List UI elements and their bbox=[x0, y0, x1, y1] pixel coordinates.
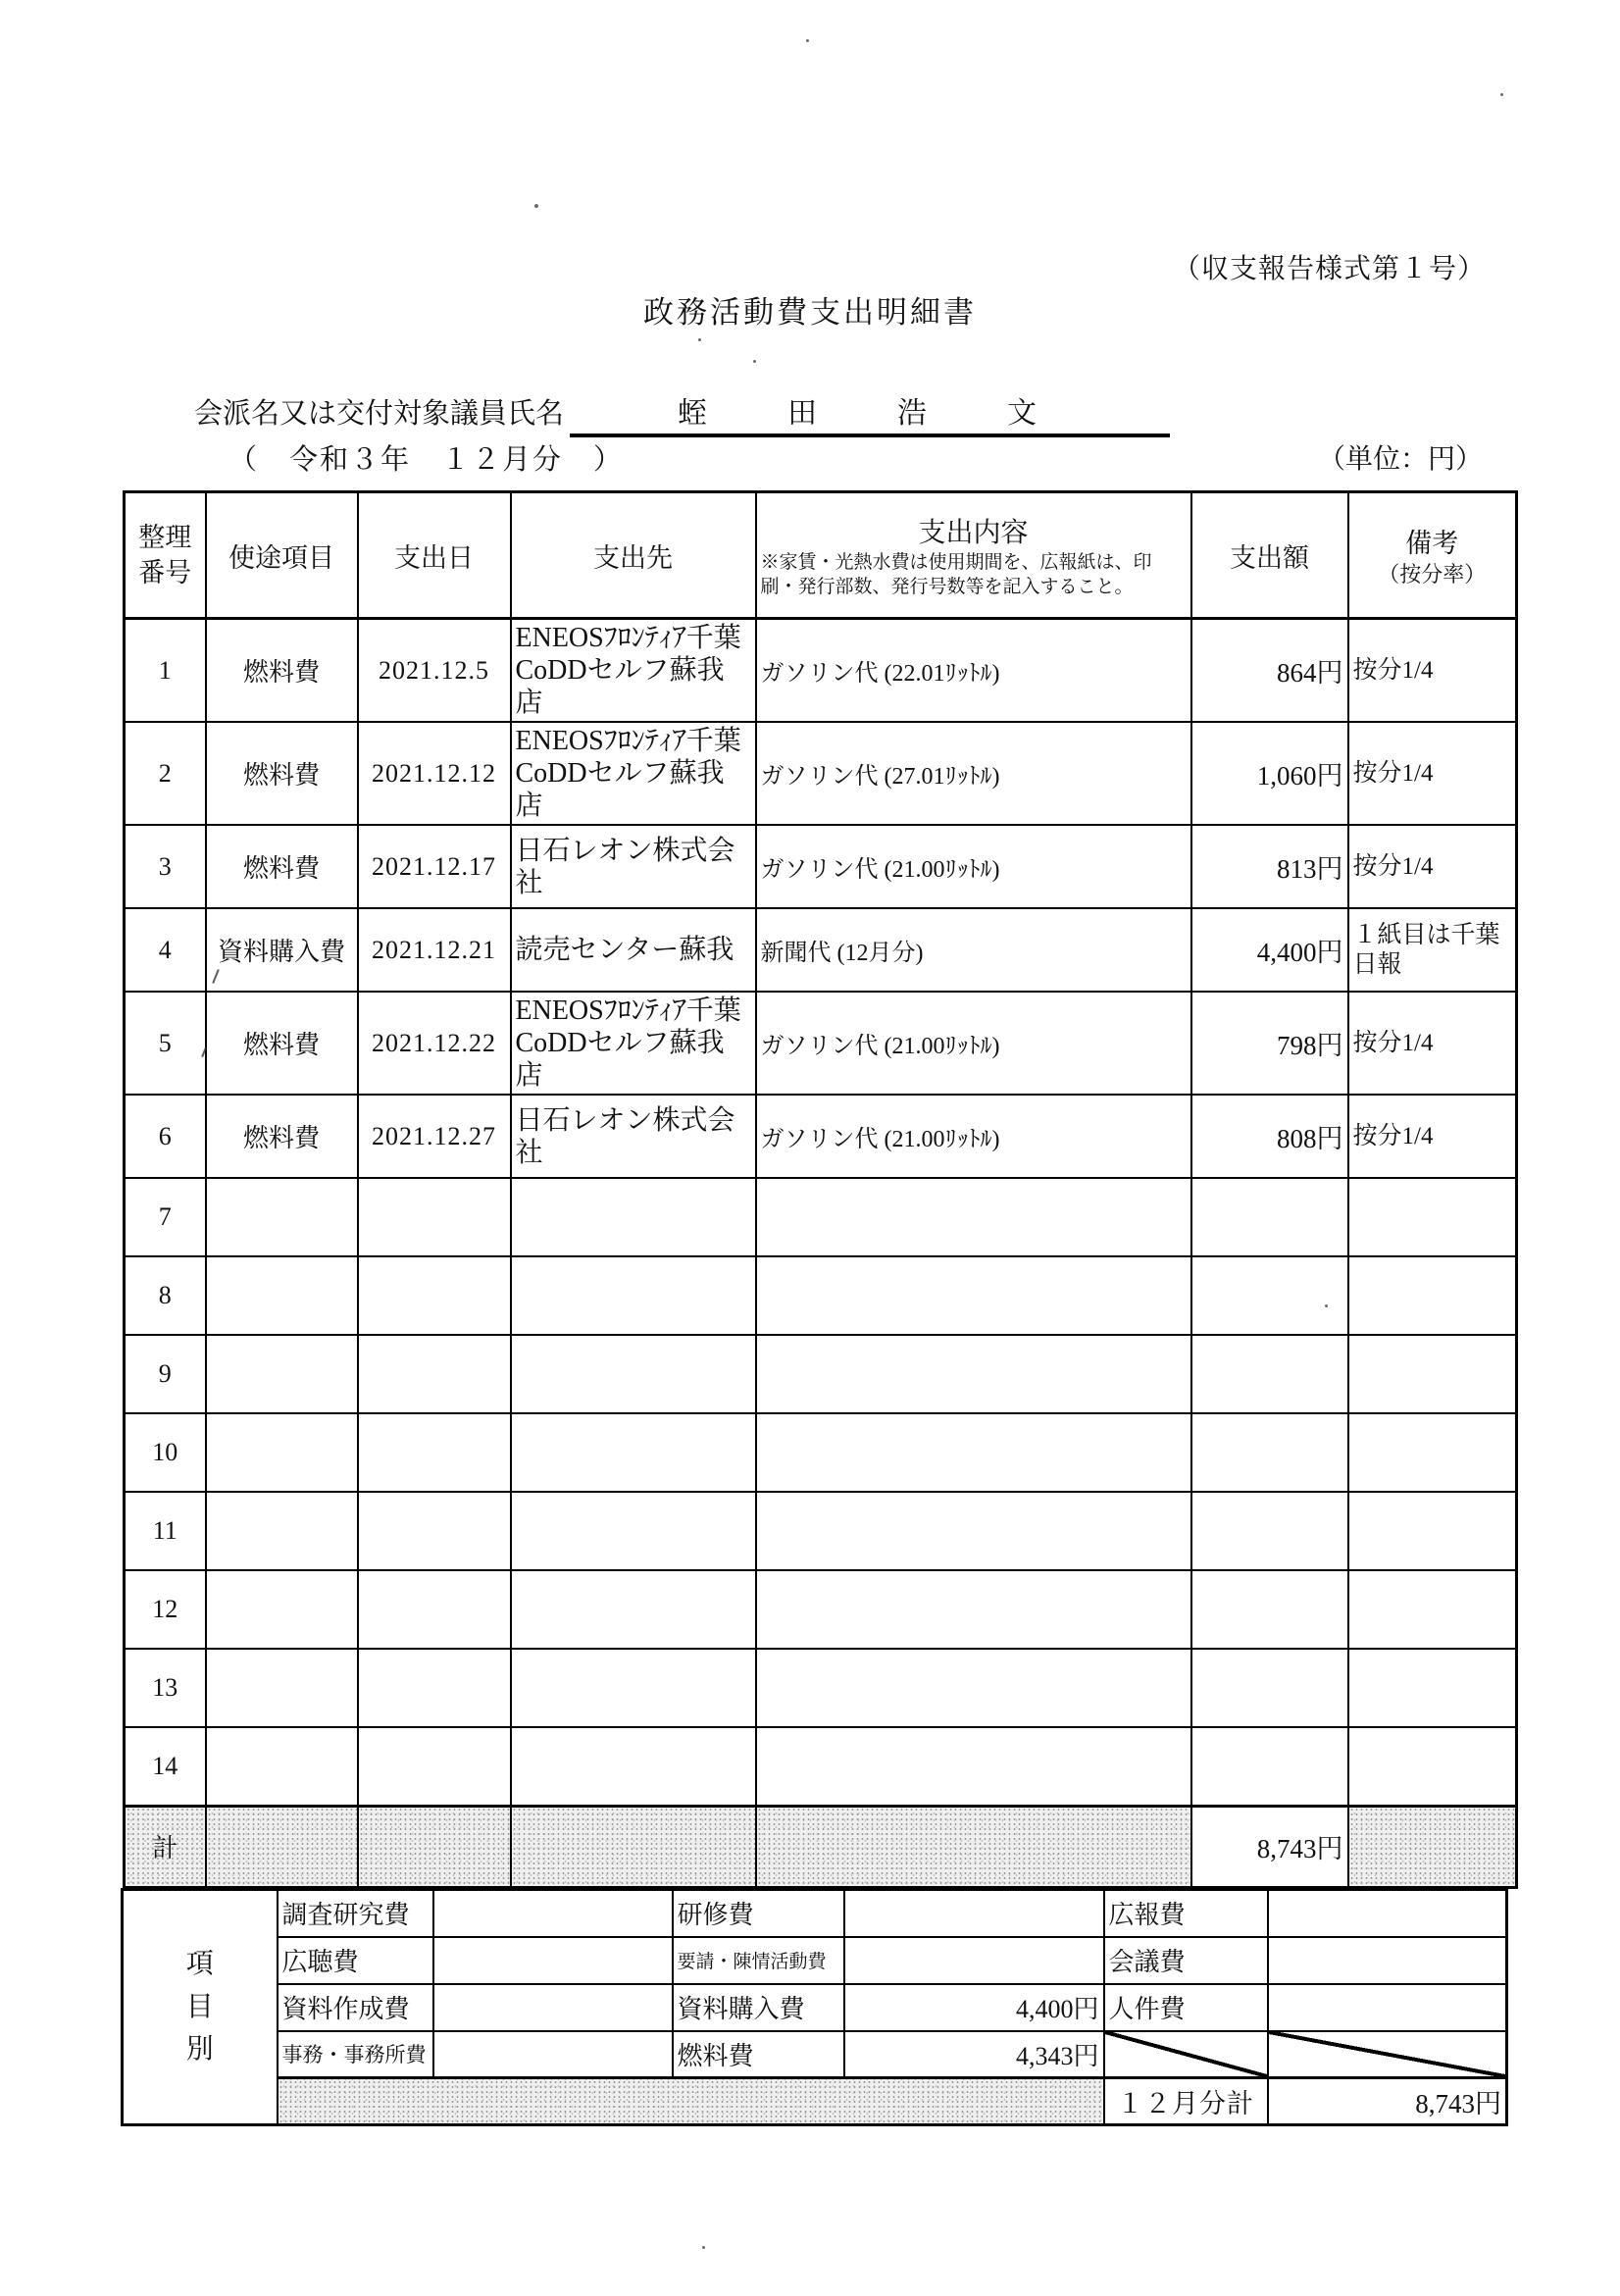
summary-value bbox=[1268, 1937, 1507, 1984]
header-amount: 支出額 bbox=[1191, 492, 1348, 619]
summary-category: 広聴費 bbox=[278, 1937, 433, 1984]
cell-no: 14 bbox=[125, 1727, 206, 1806]
cell-payee bbox=[511, 1335, 756, 1413]
cell-payee: 読売センター蘇我 bbox=[511, 908, 756, 992]
cell-category bbox=[206, 1178, 358, 1256]
summary-value bbox=[1268, 1890, 1507, 1937]
cell-payee bbox=[511, 1413, 756, 1492]
header-content-title: 支出内容 bbox=[918, 518, 1029, 549]
cell-category: 燃料費 bbox=[206, 825, 358, 908]
total-shaded-cell bbox=[206, 1806, 358, 1887]
summary-category: 要請・陳情活動費 bbox=[673, 1937, 844, 1984]
header-row bbox=[125, 492, 1517, 619]
table-row bbox=[125, 1178, 1517, 1256]
total-shaded-cell bbox=[511, 1806, 756, 1887]
cell-no: 4 bbox=[125, 908, 206, 992]
cell-remarks: 按分1/4 bbox=[1348, 825, 1517, 908]
cell-date bbox=[358, 1178, 511, 1256]
category-summary-table bbox=[121, 1888, 1508, 2126]
cell-date bbox=[358, 1413, 511, 1492]
cell-amount: 4,400円 bbox=[1191, 908, 1348, 992]
cell-date bbox=[358, 1727, 511, 1806]
total-amount: 8,743円 bbox=[1191, 1806, 1348, 1887]
summary-row bbox=[123, 1937, 1507, 1984]
cell-content bbox=[756, 1256, 1191, 1335]
table-row bbox=[125, 1256, 1517, 1335]
name-label: 会派名又は交付対象議員氏名 bbox=[194, 398, 565, 430]
cell-payee bbox=[511, 1492, 756, 1570]
cell-payee bbox=[511, 1727, 756, 1806]
total-shaded-cell bbox=[1348, 1806, 1517, 1887]
cell-no: 11 bbox=[125, 1492, 206, 1570]
table-row bbox=[125, 619, 1517, 723]
summary-category: 広報費 bbox=[1104, 1890, 1268, 1937]
cell-no: 5 bbox=[125, 992, 206, 1095]
header-no: 整理番号 bbox=[125, 492, 206, 619]
cell-no: 8 bbox=[125, 1256, 206, 1335]
summary-category: 資料購入費 bbox=[673, 1984, 844, 2031]
cell-remarks bbox=[1348, 1413, 1517, 1492]
cell-content: ガソリン代 (21.00ﾘｯﾄﾙ) bbox=[756, 1095, 1191, 1178]
cell-date: 2021.12.27 bbox=[358, 1095, 511, 1178]
cell-remarks: 按分1/4 bbox=[1348, 1095, 1517, 1178]
cell-payee: ENEOSﾌﾛﾝﾃｨｱ千葉CoDDセルフ蘇我店 bbox=[511, 992, 756, 1095]
cell-remarks: 按分1/4 bbox=[1348, 722, 1517, 825]
cell-amount bbox=[1191, 1727, 1348, 1806]
cell-no: 12 bbox=[125, 1570, 206, 1649]
cell-remarks bbox=[1348, 1178, 1517, 1256]
summary-category: 調査研究費 bbox=[278, 1890, 433, 1937]
cell-content: ガソリン代 (21.00ﾘｯﾄﾙ) bbox=[756, 825, 1191, 908]
cell-category: 資料購入費 bbox=[206, 908, 358, 992]
cell-payee bbox=[511, 1256, 756, 1335]
cell-category bbox=[206, 1335, 358, 1413]
cell-content bbox=[756, 1649, 1191, 1727]
cell-date bbox=[358, 1335, 511, 1413]
cell-payee: ENEOSﾌﾛﾝﾃｨｱ千葉CoDDセルフ蘇我店 bbox=[511, 722, 756, 825]
cell-payee bbox=[511, 1649, 756, 1727]
cell-date bbox=[358, 1492, 511, 1570]
scan-speck bbox=[698, 338, 701, 341]
header-remarks-title: 備考 bbox=[1405, 529, 1459, 558]
summary-value bbox=[844, 1890, 1104, 1937]
name-value: 蛭 田 浩 文 bbox=[570, 388, 1170, 437]
cell-content: ガソリン代 (27.01ﾘｯﾄﾙ) bbox=[756, 722, 1191, 825]
summary-value bbox=[844, 1937, 1104, 1984]
monthly-total-value: 8,743円 bbox=[1268, 2078, 1507, 2125]
summary-category: 燃料費 bbox=[673, 2031, 844, 2078]
cell-content bbox=[756, 1570, 1191, 1649]
cell-date: 2021.12.21 bbox=[358, 908, 511, 992]
cell-amount: 798円 bbox=[1191, 992, 1348, 1095]
cell-remarks bbox=[1348, 1570, 1517, 1649]
table-row bbox=[125, 722, 1517, 825]
table-row bbox=[125, 825, 1517, 908]
cell-content bbox=[756, 1727, 1191, 1806]
cell-amount: 813円 bbox=[1191, 825, 1348, 908]
cell-date: 2021.12.17 bbox=[358, 825, 511, 908]
crossed-out-cell bbox=[1104, 2031, 1268, 2078]
cell-amount bbox=[1191, 1492, 1348, 1570]
cell-payee: ENEOSﾌﾛﾝﾃｨｱ千葉CoDDセルフ蘇我店 bbox=[511, 619, 756, 723]
summary-value: 4,400円 bbox=[844, 1984, 1104, 2031]
table-row bbox=[125, 908, 1517, 992]
cell-category bbox=[206, 1727, 358, 1806]
cell-category: 燃料費 bbox=[206, 722, 358, 825]
cell-no: 10 bbox=[125, 1413, 206, 1492]
summary-total-row bbox=[123, 2078, 1507, 2125]
scan-speck bbox=[753, 360, 756, 363]
cell-date bbox=[358, 1570, 511, 1649]
cell-no: 9 bbox=[125, 1335, 206, 1413]
cell-payee bbox=[511, 1570, 756, 1649]
cell-category: 燃料費 bbox=[206, 619, 358, 723]
summary-value bbox=[433, 1984, 673, 2031]
header-content-note: ※家賃・光熱水費は使用期間を、広報紙は、印刷・発行部数、発行号数等を記入すること。 bbox=[760, 552, 1152, 597]
cell-amount bbox=[1191, 1178, 1348, 1256]
cell-amount bbox=[1191, 1570, 1348, 1649]
cell-amount bbox=[1191, 1335, 1348, 1413]
cell-remarks bbox=[1348, 1649, 1517, 1727]
unit-note: （単位：円） bbox=[1317, 444, 1483, 475]
cell-amount bbox=[1191, 1649, 1348, 1727]
cell-category bbox=[206, 1649, 358, 1727]
table-row bbox=[125, 1413, 1517, 1492]
cell-category bbox=[206, 1570, 358, 1649]
header-category: 使途項目 bbox=[206, 492, 358, 619]
summary-shaded-cell bbox=[278, 2078, 1104, 2125]
scan-speck bbox=[1500, 93, 1503, 96]
cell-remarks bbox=[1348, 1492, 1517, 1570]
cell-payee: 日石レオン株式会社 bbox=[511, 1095, 756, 1178]
summary-value bbox=[1268, 1984, 1507, 2031]
cell-date: 2021.12.12 bbox=[358, 722, 511, 825]
cell-content: ガソリン代 (22.01ﾘｯﾄﾙ) bbox=[756, 619, 1191, 723]
cell-category: 燃料費 bbox=[206, 992, 358, 1095]
form-number: （収支報告様式第１号） bbox=[1172, 254, 1486, 284]
crossed-out-cell bbox=[1268, 2031, 1507, 2078]
cell-remarks: 按分1/4 bbox=[1348, 619, 1517, 723]
summary-category: 人件費 bbox=[1104, 1984, 1268, 2031]
table-row bbox=[125, 1727, 1517, 1806]
cell-content: 新聞代 (12月分) bbox=[756, 908, 1191, 992]
cell-content: ガソリン代 (21.00ﾘｯﾄﾙ) bbox=[756, 992, 1191, 1095]
cell-no: 13 bbox=[125, 1649, 206, 1727]
scan-speck bbox=[1325, 1304, 1328, 1307]
summary-category: 会議費 bbox=[1104, 1937, 1268, 1984]
expense-detail-table bbox=[123, 490, 1518, 1889]
cell-amount bbox=[1191, 1256, 1348, 1335]
cell-date bbox=[358, 1256, 511, 1335]
total-label: 計 bbox=[125, 1806, 206, 1887]
total-shaded-cell bbox=[358, 1806, 511, 1887]
cell-remarks bbox=[1348, 1256, 1517, 1335]
cell-content bbox=[756, 1413, 1191, 1492]
side-label: 項目別 bbox=[123, 1890, 278, 2125]
table-row bbox=[125, 1649, 1517, 1727]
cell-amount: 864円 bbox=[1191, 619, 1348, 723]
header-remarks bbox=[1348, 492, 1517, 619]
monthly-total-label: １２月分計 bbox=[1104, 2078, 1268, 2125]
scan-speck bbox=[702, 2246, 705, 2249]
header-payee: 支出先 bbox=[511, 492, 756, 619]
summary-value bbox=[433, 1890, 673, 1937]
cell-remarks: 按分1/4 bbox=[1348, 992, 1517, 1095]
cell-remarks bbox=[1348, 1727, 1517, 1806]
cell-content bbox=[756, 1492, 1191, 1570]
cell-date: 2021.12.22 bbox=[358, 992, 511, 1095]
table-row bbox=[125, 1570, 1517, 1649]
summary-value bbox=[433, 2031, 673, 2078]
cell-amount: 1,060円 bbox=[1191, 722, 1348, 825]
cell-no: 7 bbox=[125, 1178, 206, 1256]
summary-value bbox=[433, 1937, 673, 1984]
cell-category bbox=[206, 1256, 358, 1335]
cell-no: 2 bbox=[125, 722, 206, 825]
cell-date bbox=[358, 1649, 511, 1727]
cell-remarks bbox=[1348, 1335, 1517, 1413]
page-title: 政務活動費支出明細書 bbox=[643, 295, 977, 330]
scan-speck bbox=[806, 39, 809, 42]
cell-amount: 808円 bbox=[1191, 1095, 1348, 1178]
summary-category: 資料作成費 bbox=[278, 1984, 433, 2031]
header-date: 支出日 bbox=[358, 492, 511, 619]
table-row bbox=[125, 1335, 1517, 1413]
total-shaded-cell bbox=[756, 1806, 1191, 1887]
summary-row bbox=[123, 1890, 1507, 1937]
cell-amount bbox=[1191, 1413, 1348, 1492]
summary-value: 4,343円 bbox=[844, 2031, 1104, 2078]
name-line bbox=[194, 388, 1170, 437]
summary-row bbox=[123, 1984, 1507, 2031]
cell-content bbox=[756, 1335, 1191, 1413]
header-content bbox=[756, 492, 1191, 619]
table-row bbox=[125, 992, 1517, 1095]
scan-speck bbox=[534, 204, 538, 208]
summary-row bbox=[123, 2031, 1507, 2078]
cell-remarks: １紙目は千葉日報 bbox=[1348, 908, 1517, 992]
cell-payee bbox=[511, 1178, 756, 1256]
cell-payee: 日石レオン株式会社 bbox=[511, 825, 756, 908]
cell-content bbox=[756, 1178, 1191, 1256]
table-row bbox=[125, 1492, 1517, 1570]
summary-category: 研修費 bbox=[673, 1890, 844, 1937]
cell-category: 燃料費 bbox=[206, 1095, 358, 1178]
cell-no: 6 bbox=[125, 1095, 206, 1178]
cell-date: 2021.12.5 bbox=[358, 619, 511, 723]
cell-no: 3 bbox=[125, 825, 206, 908]
total-row bbox=[125, 1806, 1517, 1887]
cell-category bbox=[206, 1492, 358, 1570]
cell-no: 1 bbox=[125, 619, 206, 723]
period-label: （ 令和３年 １２月分 ） bbox=[228, 444, 625, 476]
table-row bbox=[125, 1095, 1517, 1178]
summary-category: 事務・事務所費 bbox=[278, 2031, 433, 2078]
cell-category bbox=[206, 1413, 358, 1492]
header-remarks-sub: （按分率） bbox=[1378, 562, 1487, 587]
